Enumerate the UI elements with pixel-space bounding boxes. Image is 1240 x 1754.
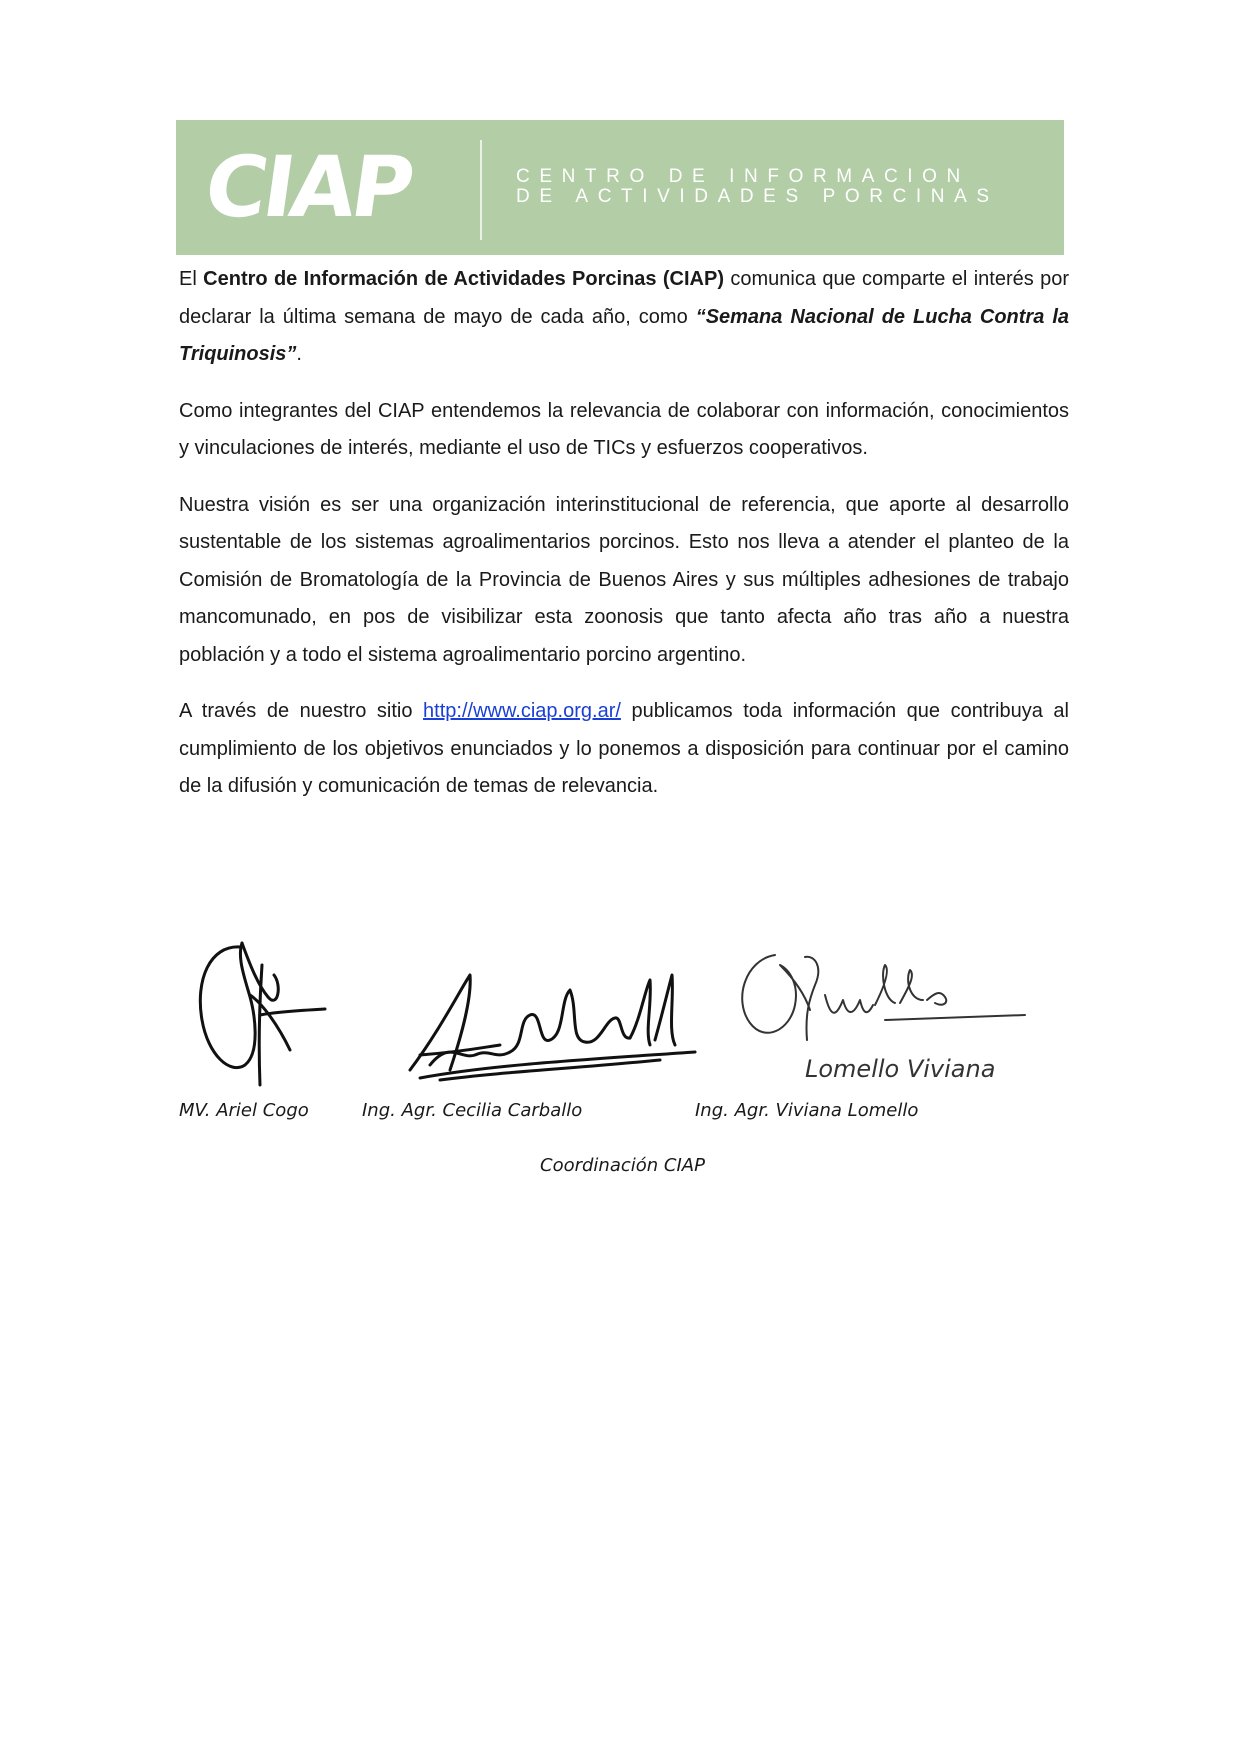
header-banner [176, 120, 1064, 255]
signature-1 [190, 935, 335, 1090]
ciap-logo: CIAP [199, 138, 417, 236]
paragraph-4: A través de nuestro sitio http://www.ciap.org.ar/ publicamos toda información que contribuya al cumplimiento de los objetivos enunciados y lo ponemos a disposición para continuar por el camino de la difusión y comunicación de temas de relevancia. [179, 700, 1069, 797]
signature-3 [735, 945, 1060, 1085]
signer-name-3: Ing. Agr. Viviana Lomello [695, 1100, 919, 1121]
logo-divider [480, 140, 482, 240]
tagline-line-2: DE ACTIVIDADES PORCINAS [516, 186, 999, 207]
signer-name-2: Ing. Agr. Cecilia Carballo [362, 1100, 583, 1121]
handwritten-name: Lomello Viviana [805, 1055, 996, 1083]
website-link[interactable]: http://www.ciap.org.ar/ [423, 700, 621, 722]
tagline-line-1: CENTRO DE INFORMACION [516, 166, 970, 187]
org-name: Centro de Información de Actividades Porcinas (CIAP) [203, 268, 724, 290]
paragraph-1: El Centro de Información de Actividades Porcinas (CIAP) comunica que comparte el interés por declarar la última semana de mayo de cada año, como “Semana Nacional de Lucha Contra la Triquinosis”. [179, 268, 1069, 365]
campaign-name: “Semana Nacional de Lucha Contra la Triquinosis” [179, 305, 1069, 365]
coordination-label: Coordinación CIAP [540, 1155, 705, 1176]
signer-name-1: MV. Ariel Cogo [179, 1100, 309, 1121]
paragraph-3: Nuestra visión es ser una organización interinstitucional de referencia, que aporte al desarrollo sustentable de los sistemas agroalimentarios porcinos. Esto nos lleva a atender el planteo de la Comisión de Bromatología de la Provincia de Buenos Aires y sus múltiples adhesiones de trabajo mancomunado, en pos de visibilizar esta zoonosis que tanto afecta año tras año a nuestra población y a todo el sistema agroalimentario porcino argentino. [179, 493, 1069, 666]
logo-tagline [516, 167, 999, 207]
paragraph-2: Como integrantes del CIAP entendemos la relevancia de colaborar con información, conocimientos y vinculaciones de interés, mediante el uso de TICs y esfuerzos cooperativos. [179, 399, 1069, 459]
signature-2 [400, 960, 700, 1090]
letter-body [179, 261, 1069, 825]
